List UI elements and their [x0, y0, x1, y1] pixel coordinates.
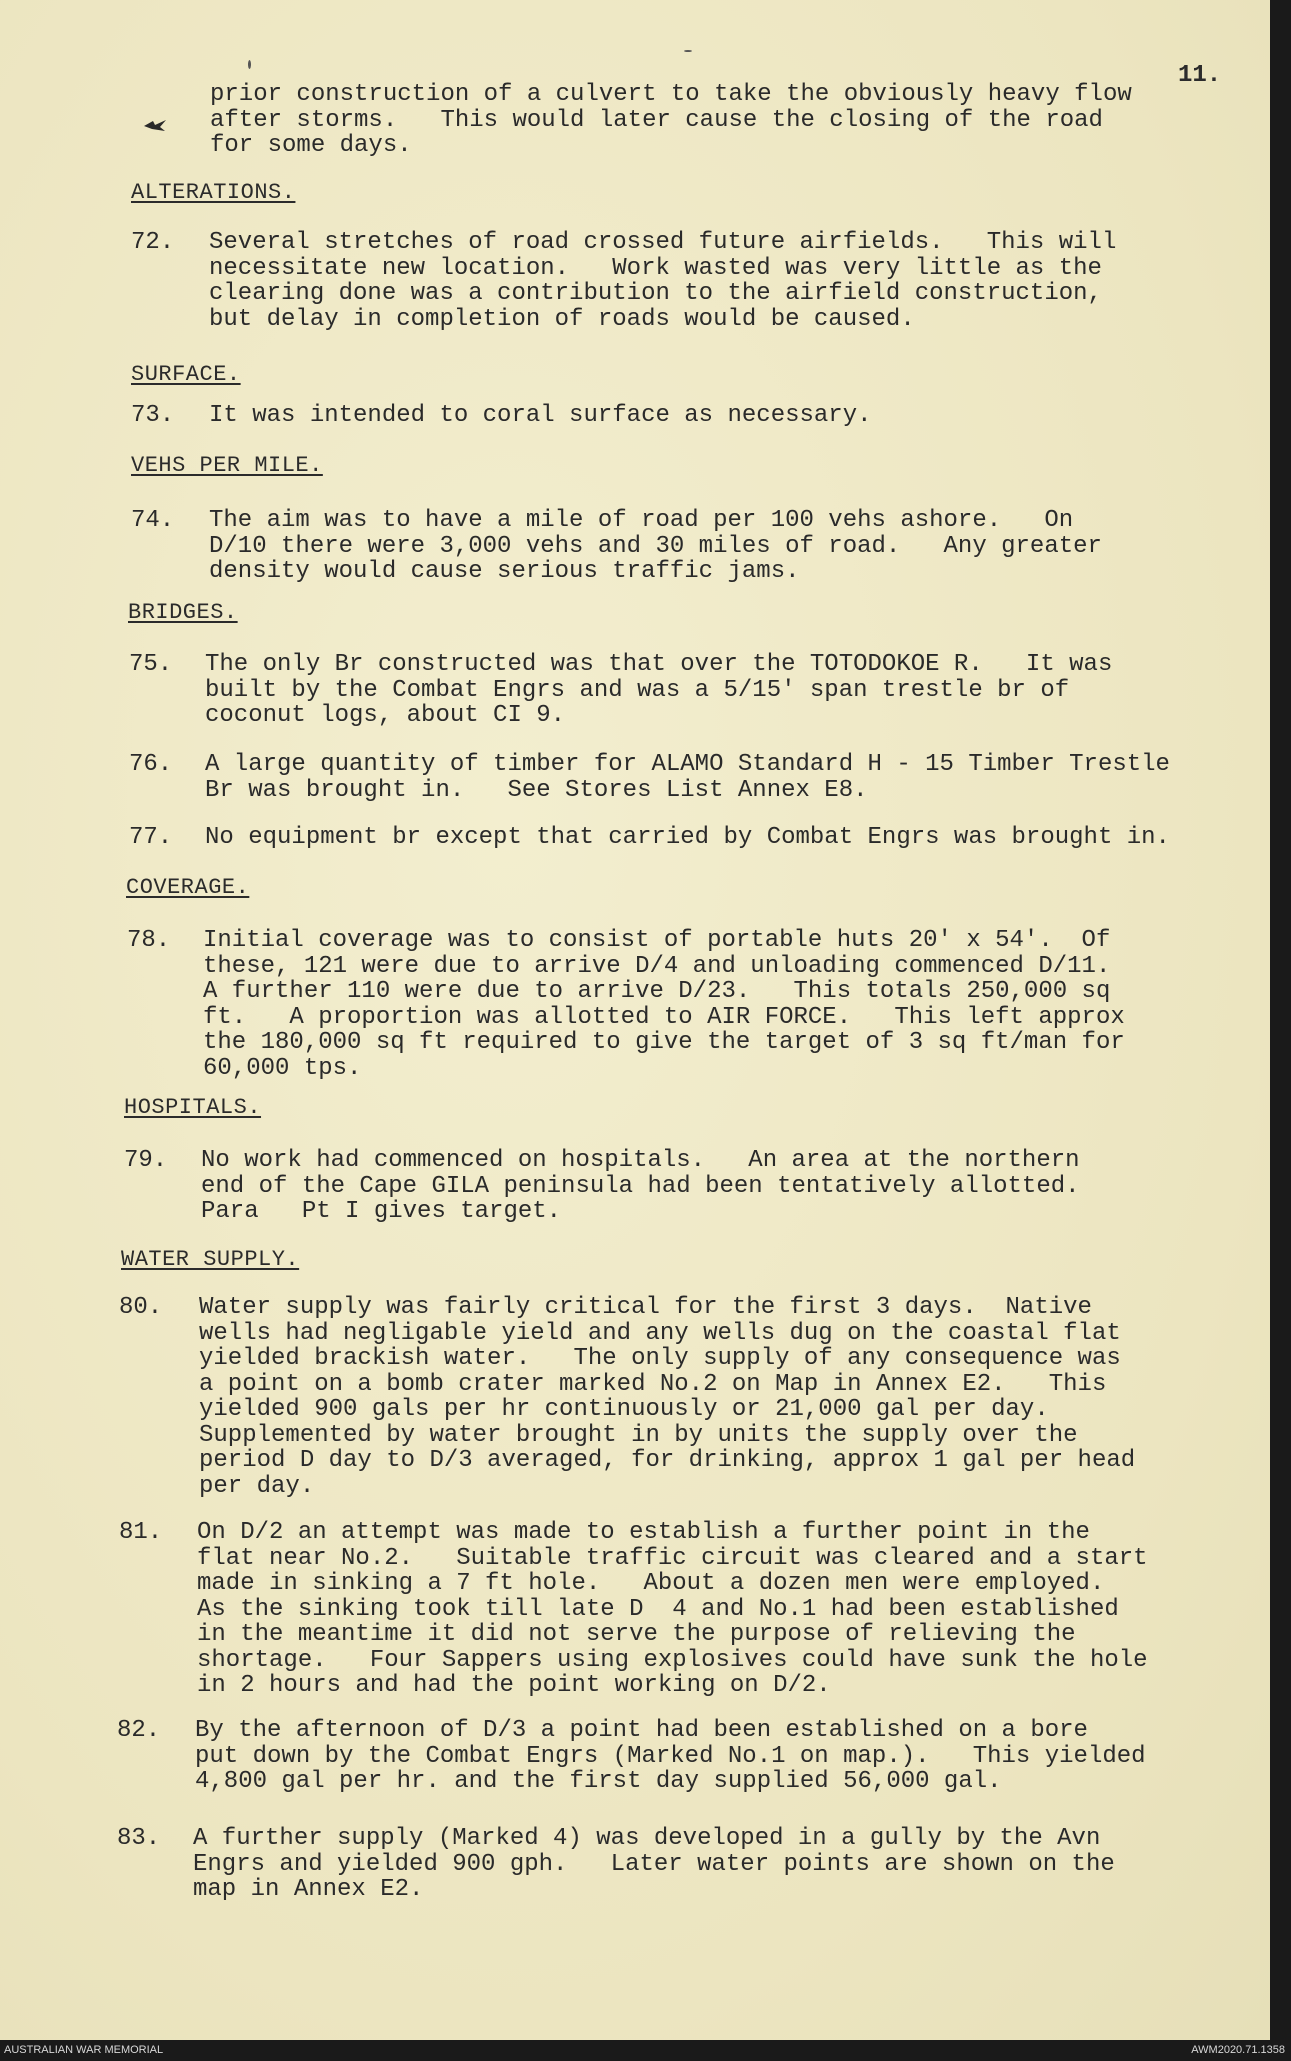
text-line: clearing done was a contribution to the airfield construction,: [209, 280, 1102, 307]
text-line: these, 121 were due to arrive D/4 and unloading commenced D/11.: [203, 952, 1111, 980]
text-line: prior construction of a culvert to take the obviously heavy flow: [210, 81, 1132, 108]
text-line: map in Annex E2.: [193, 1876, 424, 1903]
text-line: density would cause serious traffic jams.: [209, 558, 800, 585]
paragraph-number: 82.: [117, 1717, 161, 1744]
ink-speck: [684, 50, 692, 52]
text-line: end of the Cape GILA peninsula had been tentatively allotted.: [201, 1172, 1080, 1200]
text-line: in 2 hours and had the point working on D/2.: [197, 1672, 831, 1699]
paragraph-number: 75.: [129, 651, 173, 678]
paragraph-number: 83.: [117, 1825, 161, 1852]
heading-surface: SURFACE.: [131, 362, 241, 387]
text-line: made in sinking a 7 ft hole. About a dozen men were employed.: [197, 1570, 1105, 1597]
text-line: It was intended to coral surface as necessary.: [209, 402, 872, 429]
text-line: The only Br constructed was that over the TOTODOKOE R. It was: [205, 651, 1113, 678]
archive-footer-left: AUSTRALIAN WAR MEMORIAL: [4, 2044, 164, 2056]
text-line: 4,800 gal per hr. and the first day supplied 56,000 gal.: [195, 1768, 1002, 1795]
text-line: On D/2 an attempt was made to establish a further point in the: [197, 1519, 1090, 1546]
text-line: Br was brought in. See Stores List Annex E8.: [205, 776, 868, 804]
text-line: after storms. This would later cause the closing of the road: [210, 106, 1103, 134]
text-line: D/10 there were 3,000 vehs and 30 miles of road. Any greater: [209, 532, 1102, 560]
text-line: but delay in completion of roads would be caused.: [209, 305, 915, 333]
heading-vehs-per-mile: VEHS PER MILE.: [131, 453, 323, 478]
paragraph-number: 72.: [131, 229, 175, 256]
paragraph-number: 76.: [129, 751, 173, 778]
text-line: period D day to D/3 averaged, for drinking, approx 1 gal per head: [199, 1447, 1136, 1474]
text-line: ft. A proportion was allotted to AIR FORCE. This left approx: [203, 1003, 1125, 1031]
text-line: Para Pt I gives target.: [201, 1198, 562, 1225]
heading-hospitals: HOSPITALS.: [124, 1095, 262, 1120]
text-line: A further 110 were due to arrive D/23. This totals 250,000 sq: [203, 978, 1111, 1005]
paragraph-number: 73.: [131, 402, 175, 429]
text-line: A further supply (Marked 4) was developed in a gully by the Avn: [193, 1825, 1101, 1852]
text-line: yielded 900 gals per hr continuously or 21,000 gal per day.: [199, 1396, 1049, 1423]
text-line: wells had negligable yield and any wells dug on the coastal flat: [199, 1319, 1121, 1347]
text-line: Several stretches of road crossed future airfields. This will: [209, 229, 1117, 256]
archive-footer-right: AWM2020.71.1358: [1191, 2044, 1285, 2056]
page-number: 11.: [1178, 62, 1222, 89]
text-line: No work had commenced on hospitals. An area at the northern: [201, 1147, 1080, 1174]
text-line: the 180,000 sq ft required to give the target of 3 sq ft/man for: [203, 1029, 1125, 1056]
text-line: By the afternoon of D/3 a point had been established on a bore: [195, 1717, 1088, 1744]
paragraph-number: 78.: [127, 927, 171, 954]
text-line: flat near No.2. Suitable traffic circuit was cleared and a start: [197, 1544, 1148, 1572]
heading-alterations: ALTERATIONS.: [131, 180, 296, 205]
paragraph-number: 81.: [119, 1519, 163, 1546]
ink-speck: [248, 60, 251, 69]
heading-coverage: COVERAGE.: [126, 875, 250, 900]
text-line: in the meantime it did not serve the purpose of relieving the: [197, 1621, 1076, 1648]
text-line: per day.: [199, 1472, 315, 1500]
text-line: As the sinking took till late D 4 and No.1 had been established: [197, 1595, 1119, 1623]
text-line: put down by the Combat Engrs (Marked No.1 on map.). This yielded: [195, 1742, 1146, 1770]
paragraph-number: 74.: [131, 507, 175, 534]
text-line: shortage. Four Sappers using explosives could have sunk the hole: [197, 1646, 1148, 1674]
text-line: a point on a bomb crater marked No.2 on Map in Annex E2. This: [199, 1370, 1107, 1398]
text-line: yielded brackish water. The only supply of any consequence was: [199, 1345, 1121, 1372]
text-line: necessitate new location. Work wasted was very little as the: [209, 254, 1102, 282]
paragraph-number: 77.: [129, 824, 173, 851]
paragraph-number: 79.: [124, 1147, 168, 1174]
text-line: built by the Combat Engrs and was a 5/15' span trestle br of: [205, 676, 1070, 704]
text-line: Initial coverage was to consist of portable huts 20' x 54'. Of: [203, 927, 1111, 954]
text-line: coconut logs, about CI 9.: [205, 702, 566, 729]
text-line: 60,000 tps.: [203, 1054, 362, 1082]
heading-water-supply: WATER SUPPLY.: [121, 1247, 300, 1272]
text-line: Supplemented by water brought in by units the supply over the: [199, 1421, 1078, 1449]
text-line: for some days.: [210, 132, 412, 159]
paragraph-number: 80.: [119, 1294, 163, 1321]
text-line: The aim was to have a mile of road per 100 vehs ashore. On: [209, 507, 1074, 534]
text-line: Engrs and yielded 900 gph. Later water points are shown on the: [193, 1850, 1115, 1878]
text-line: A large quantity of timber for ALAMO Standard H - 15 Timber Trestle: [205, 751, 1170, 778]
text-line: Water supply was fairly critical for the first 3 days. Native: [199, 1294, 1092, 1321]
text-line: No equipment br except that carried by Combat Engrs was brought in.: [205, 824, 1170, 851]
margin-mark-icon: [143, 118, 167, 132]
heading-bridges: BRIDGES.: [128, 600, 238, 625]
